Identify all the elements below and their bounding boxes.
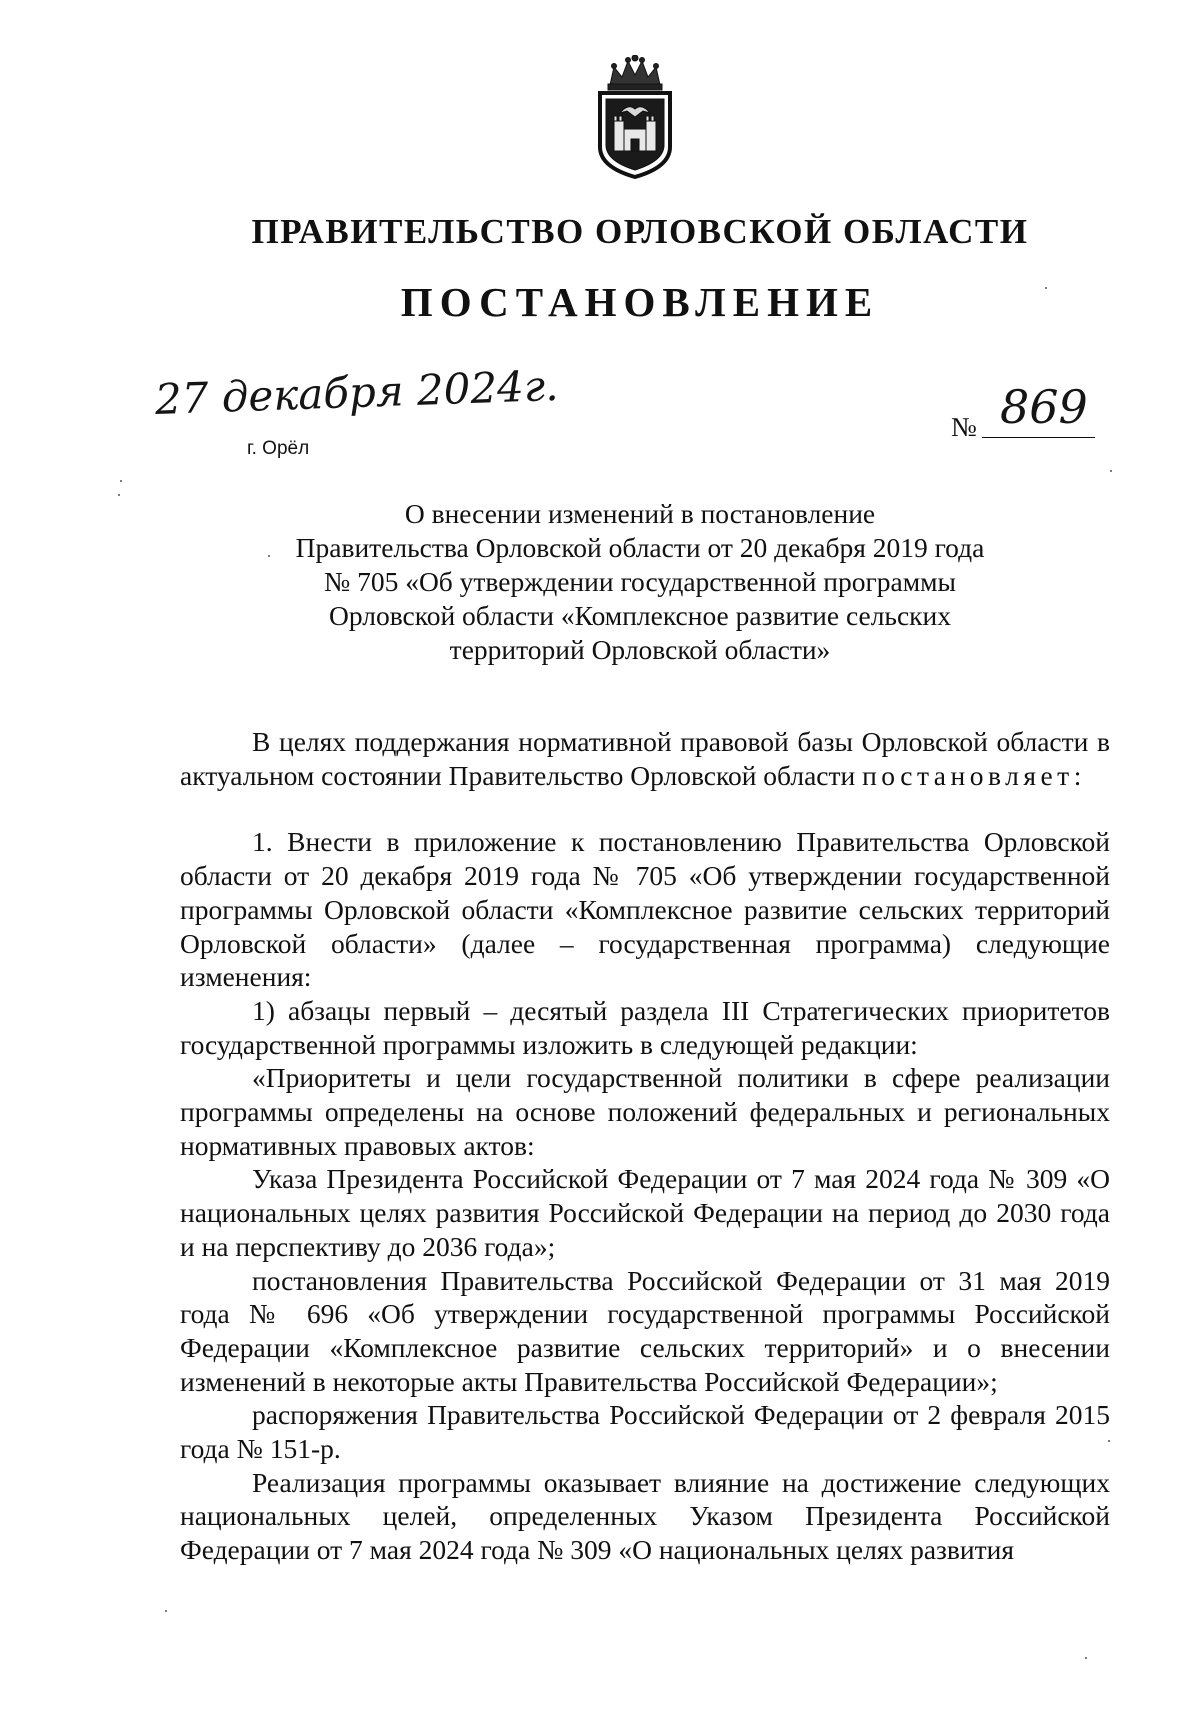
scan-speck xyxy=(268,555,270,557)
scan-speck xyxy=(1110,470,1112,472)
preamble-text: В целях поддержания нормативной правовой базы Орловской области в актуальном состоянии Правительство Орловской области xyxy=(180,726,1110,791)
scan-speck xyxy=(165,1610,167,1612)
handwritten-date: 27 декабря 2024г. xyxy=(154,360,560,424)
decree-word: постановляет: xyxy=(862,759,1086,791)
scan-speck xyxy=(118,494,120,496)
scan-speck xyxy=(120,480,122,482)
body-paragraph: Указа Президента Российской Федерации от 7 мая 2024 года № 309 «О национальных целях развития Российской Федерации на период до 2030 года и на перспективу до 2036 года»; xyxy=(180,1163,1110,1262)
scan-speck xyxy=(1045,287,1047,289)
document-type-title: ПОСТАНОВЛЕНИЕ xyxy=(400,279,880,325)
scan-speck xyxy=(1085,1657,1087,1659)
preamble-paragraph xyxy=(180,725,1110,792)
scan-speck xyxy=(1108,1440,1110,1442)
body-paragraph: распоряжения Правительства Российской Федерации от 2 февраля 2015 года № 151-р. xyxy=(180,1399,1110,1465)
number-label: № xyxy=(951,412,977,442)
body-paragraph: постановления Правительства Российской Федерации от 31 мая 2019 года № 696 «Об утверждении государственной программы Российской Федерации «Комплексное развитие сельских территорий» и о внесении изменений в некоторые акты Правительства Российской Федерации»; xyxy=(180,1264,1110,1397)
document-subject xyxy=(180,497,1100,667)
organization-title: ПРАВИТЕЛЬСТВО ОРЛОВСКОЙ ОБЛАСТИ xyxy=(251,212,1029,251)
subject-line: О внесении изменений в постановление xyxy=(404,498,876,529)
city-label: г. Орёл xyxy=(247,438,310,459)
subject-line: № 705 «Об утверждении государственной программы xyxy=(323,566,957,597)
number-underline xyxy=(982,437,1095,438)
document-body xyxy=(180,725,1110,1567)
subject-line: Правительства Орловской области от 20 декабря 2019 года xyxy=(295,532,985,563)
body-paragraph: 1. Внести в приложение к постановлению Правительства Орловской области от 20 декабря 2019 года № 705 «Об утверждении государственной программы Орловской области «Комплексное развитие сельских территорий Орловской области» (далее – государственная программа) следующие изменения: xyxy=(180,826,1110,993)
subject-line: территорий Орловской области» xyxy=(449,634,831,665)
body-paragraph: 1) абзацы первый – десятый раздела III Стратегических приоритетов государственной программы изложить в следующей редакции: xyxy=(180,994,1110,1060)
oryol-coat-of-arms-emblem xyxy=(590,55,680,180)
body-paragraph: «Приоритеты и цели государственной политики в сфере реализации программы определены на основе положений федеральных и региональных нормативных правовых актов: xyxy=(180,1062,1110,1161)
handwritten-number: 869 xyxy=(1000,380,1088,434)
body-paragraph: Реализация программы оказывает влияние на достижение следующих национальных целей, определенных Указом Президента Российской Федерации от 7 мая 2024 года № 309 «О национальных целях развития xyxy=(180,1466,1110,1566)
subject-line: Орловской области «Комплексное развитие сельских xyxy=(329,600,951,631)
